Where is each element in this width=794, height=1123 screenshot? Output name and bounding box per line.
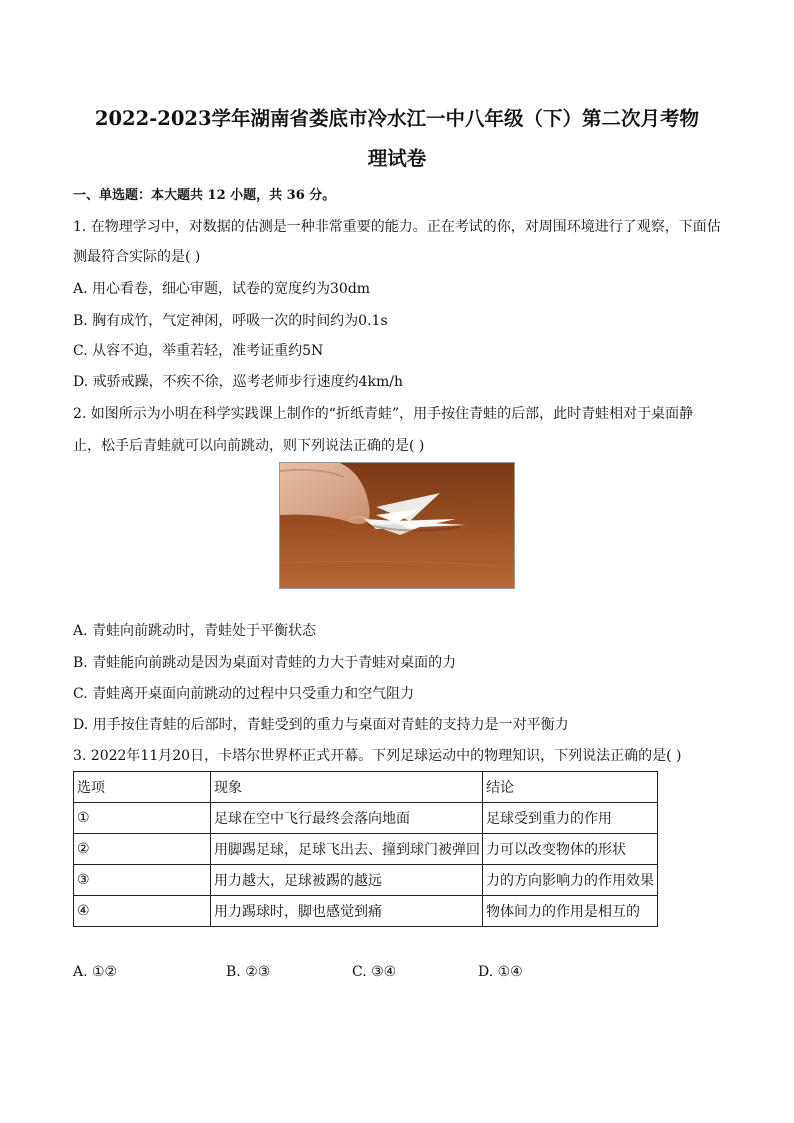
q2-option-b: B. 青蛙能向前跳动是因为桌面对青蛙的力大于青蛙对桌面的力 [73, 655, 457, 671]
table-cell: 用脚踢足球，足球飞出去、撞到球门被弹回 [211, 834, 483, 865]
section-heading: 一、单选题：本大题共 12 小题，共 36 分。 [73, 188, 336, 203]
q2-stem-line1: 2. 如图所示为小明在科学实践课上制作的“折纸青蛙”，用手按住青蛙的后部，此时青蛙相对于桌面静 [73, 406, 694, 422]
q1-option-a: A. 用心看卷，细心审题，试卷的宽度约为30dm [73, 281, 371, 297]
q3-option-b: B. ②③ [226, 964, 271, 980]
table-header-cell: 结论 [483, 772, 658, 803]
table-header-cell: 选项 [74, 772, 211, 803]
table-cell: 用力越大，足球被踢的越远 [211, 865, 483, 896]
q3-option-c: C. ③④ [352, 964, 397, 980]
q2-stem-line2: 止，松手后青蛙就可以向前跳动，则下列说法正确的是( ) [73, 438, 425, 454]
table-cell: 力的方向影响力的作用效果 [483, 865, 658, 896]
table-cell: ③ [74, 865, 211, 896]
exam-title-line1: 2022-2023学年湖南省娄底市冷水江一中八年级（下）第二次月考物 [94, 107, 700, 130]
q1-option-c: C. 从容不迫，举重若轻，准考证重约5N [73, 343, 324, 359]
q3-table [73, 771, 658, 927]
table-row [74, 834, 658, 865]
table-cell: 用力踢球时，脚也感觉到痛 [211, 896, 483, 927]
table-row [74, 803, 658, 834]
table-cell: 力可以改变物体的形状 [483, 834, 658, 865]
q1-option-d: D. 戒骄戒躁，不疾不徐，巡考老师步行速度约4km/h [73, 374, 404, 390]
table-row [74, 865, 658, 896]
table-header-row [74, 772, 658, 803]
table-cell: ④ [74, 896, 211, 927]
table-cell: 足球在空中飞行最终会落向地面 [211, 803, 483, 834]
q1-stem-line1: 1. 在物理学习中，对数据的估测是一种非常重要的能力。正在考试的你，对周围环境进行了观察，下面估 [73, 219, 721, 235]
q3-stem: 3. 2022年11月20日，卡塔尔世界杯正式开幕。下列足球运动中的物理知识，下列说法正确的是( ) [73, 748, 682, 764]
table-row [74, 896, 658, 927]
table-cell: ① [74, 803, 211, 834]
table-header-cell: 现象 [211, 772, 483, 803]
q2-option-c: C. 青蛙离开桌面向前跳动的过程中只受重力和空气阻力 [73, 686, 415, 702]
q3-option-a: A. ①② [73, 964, 118, 980]
table-cell: 足球受到重力的作用 [483, 803, 658, 834]
q3-option-d: D. ①④ [478, 964, 523, 980]
q1-option-b: B. 胸有成竹，气定神闲，呼吸一次的时间约为0.1s [73, 313, 388, 329]
table-cell: ② [74, 834, 211, 865]
q1-stem-line2: 测最符合实际的是( ) [73, 249, 201, 265]
paper-frog-photo [279, 462, 515, 589]
table-cell: 物体间力的作用是相互的 [483, 896, 658, 927]
q2-option-d: D. 用手按住青蛙的后部时，青蛙受到的重力与桌面对青蛙的支持力是一对平衡力 [73, 717, 569, 733]
exam-title-line2: 理试卷 [367, 147, 427, 170]
q2-option-a: A. 青蛙向前跳动时，青蛙处于平衡状态 [73, 623, 317, 639]
